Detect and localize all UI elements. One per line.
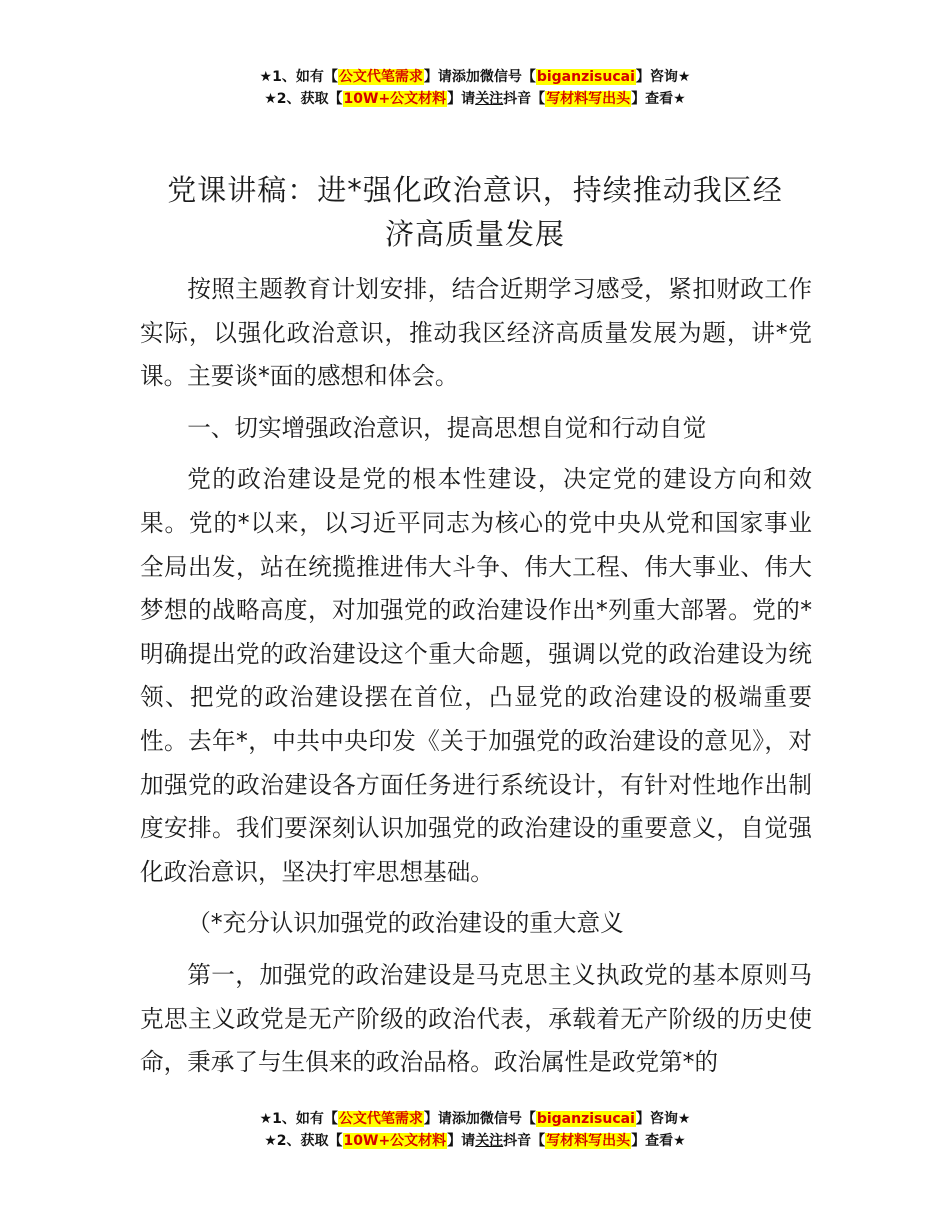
promo-text: 抖音【	[503, 91, 546, 107]
promo-highlight-wechat-id: biganzisucai	[536, 69, 635, 85]
promo-banner-top	[0, 66, 950, 110]
promo-text: 】请	[447, 1133, 476, 1149]
promo-text: ★1、如有【	[259, 69, 338, 85]
promo-highlight-service: 公文代笔需求	[338, 1111, 423, 1127]
promo-line-2	[0, 1130, 950, 1152]
title-line-2: 济高质量发展	[384, 217, 565, 251]
promo-text: 】查看★	[631, 91, 686, 107]
intro-paragraph: 按照主题教育计划安排，结合近期学习感受，紧扣财政工作实际，以强化政治意识，推动我区经济高质量发展为题，讲*党课。主要谈*面的感想和体会。	[140, 275, 812, 391]
subsection-heading: （*充分认识加强党的政治建设的重大意义	[187, 909, 624, 938]
promo-text: 抖音【	[503, 1133, 546, 1149]
promo-highlight-account: 写材料写出头	[546, 1133, 631, 1149]
promo-line-1	[0, 1108, 950, 1130]
promo-text: 】咨询★	[635, 69, 691, 85]
promo-underlined-follow: 关注	[475, 1133, 504, 1149]
document-title	[120, 168, 830, 256]
promo-underlined-follow: 关注	[475, 91, 504, 107]
promo-text: 】请	[447, 91, 476, 107]
promo-banner-bottom	[0, 1108, 950, 1152]
promo-highlight-materials: 10W+公文材料	[343, 1133, 447, 1149]
body-paragraph: 党的政治建设是党的根本性建设，决定党的建设方向和效果。党的*以来，以习近平同志为核心的党中央从党和国家事业全局出发，站在统揽推进伟大斗争、伟大工程、伟大事业、伟大梦想的战略高度，对加强党的政治建设作出*列重大部署。党的*明确提出党的政治建设这个重大命题，强调以党的政治建设为统领、把党的政治建设摆在首位，凸显党的政治建设的极端重要性。去年*，中共中央印发《关于加强党的政治建设的意见》，对加强党的政治建设各方面任务进行系统设计，有针对性地作出制度安排。我们要深刻认识加强党的政治建设的重要意义，自觉强化政治意识，坚决打牢思想基础。	[140, 465, 812, 886]
promo-text: ★2、获取【	[264, 1133, 343, 1149]
promo-line-1	[0, 66, 950, 88]
promo-text: 】咨询★	[635, 1111, 691, 1127]
body-paragraph: 第一，加强党的政治建设是马克思主义执政党的基本原则马克思主义政党是无产阶级的政治代表，承载着无产阶级的历史使命，秉承了与生俱来的政治品格。政治属性是政党第*的	[140, 960, 812, 1077]
promo-highlight-materials: 10W+公文材料	[343, 91, 447, 107]
section-heading-1: 一、切实增强政治意识，提高思想自觉和行动自觉	[187, 413, 707, 442]
title-line-1: 党课讲稿：进*强化政治意识，持续推动我区经	[167, 173, 783, 207]
promo-text: ★1、如有【	[259, 1111, 338, 1127]
promo-highlight-account: 写材料写出头	[546, 91, 631, 107]
promo-text: 】请添加微信号【	[423, 1111, 536, 1127]
promo-highlight-wechat-id: biganzisucai	[536, 1111, 635, 1127]
promo-text: 】请添加微信号【	[423, 69, 536, 85]
document-body	[140, 268, 812, 1093]
promo-text: 】查看★	[631, 1133, 686, 1149]
promo-line-2	[0, 88, 950, 110]
promo-highlight-service: 公文代笔需求	[338, 69, 423, 85]
promo-text: ★2、获取【	[264, 91, 343, 107]
